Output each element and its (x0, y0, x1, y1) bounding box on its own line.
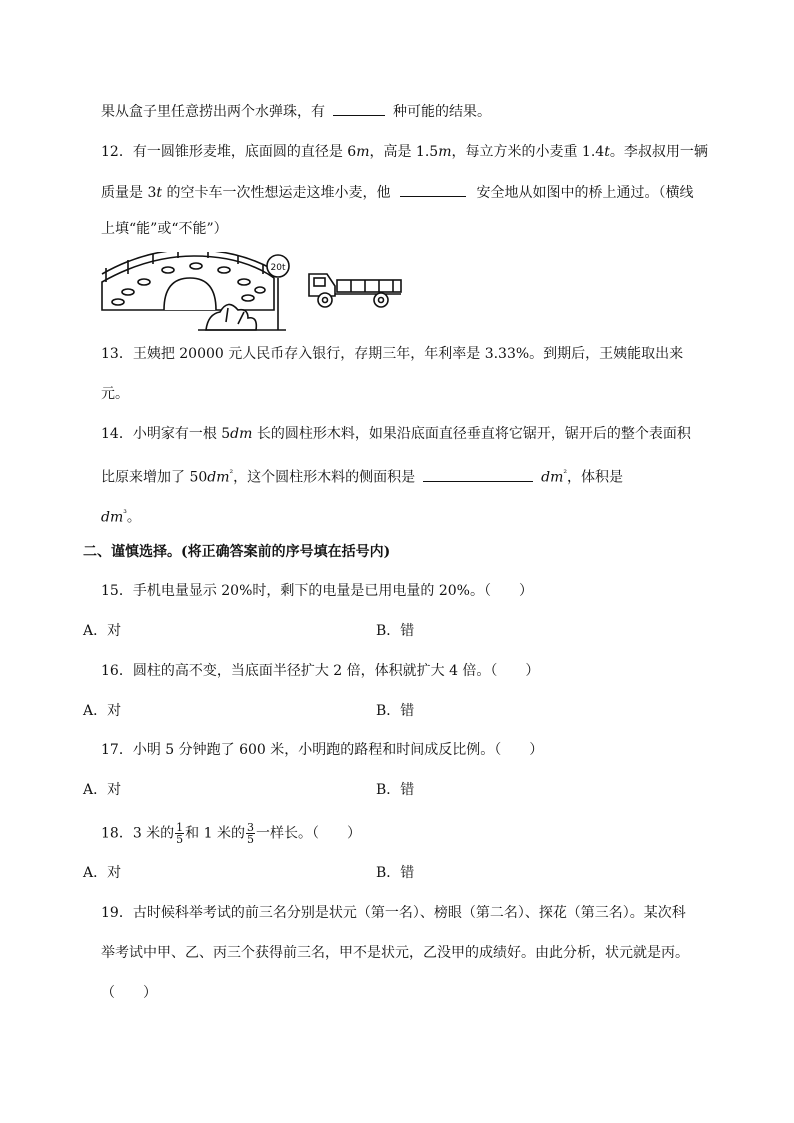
q16-option-a[interactable]: A．对 (83, 703, 122, 719)
q18-text: 18．3 米的 $\frac{1}{5}$ 和 1 米的 $\frac{3}{5}$ 一样长。（ ） (101, 821, 361, 846)
q13-line-1: 13．王姨把 20000 元人民币存入银行，存期三年，年利率是 3.33%。到期后，王姨能取出来 (101, 346, 684, 362)
q12-line-1: 12．有一圆锥形麦堆，底面圆的直径是 6m，高是 1.5m，每立方米的小麦重 1.4t。李叔叔用一辆 (101, 144, 708, 160)
fraction-three-fifths: $\frac{3}{5}$ (246, 821, 254, 846)
q12-line-2: 质量是 3t 的空卡车一次性想运走这堆小麦，他 安全地从如图中的桥上通过。（横线 (101, 182, 693, 203)
q14-line-2: 比原来增加了 $50dm^{^2}$，这个圆柱形木料的侧面积是 $dm^{^2}$，体积是 (101, 464, 623, 488)
fraction-one-fifth: $\frac{1}{5}$ (176, 821, 184, 846)
q15-option-a[interactable]: A．对 (83, 623, 122, 639)
bridge-illustration (98, 252, 298, 334)
q13-line-2: 元。 (101, 386, 129, 402)
q17-option-b[interactable]: B．错 (376, 782, 415, 798)
q14-line-1: 14．小明家有一根 5dm 长的圆柱形木料，如果沿底面直径垂直将它锯开，锯开后的整个表面积 (101, 426, 691, 442)
q12-answer-blank[interactable] (400, 182, 466, 197)
q11-text: 果从盒子里任意捞出两个水弹珠，有 (101, 104, 325, 120)
q17-option-a[interactable]: A．对 (83, 782, 122, 798)
q15-text: 15．手机电量显示 20%时，剩下的电量是已用电量的 20%。（ ） (101, 583, 533, 599)
q15-option-b[interactable]: B．错 (376, 623, 415, 639)
q14-line-3: $dm^{^3}$。 (101, 509, 141, 526)
q14-area-blank[interactable] (423, 467, 533, 482)
q11-text-end: 种可能的结果。 (393, 104, 491, 120)
q11-answer-blank[interactable] (333, 101, 385, 116)
q19-line-1: 19．古时候科举考试的前三名分别是状元（第一名）、榜眼（第二名）、探花（第三名）。某次科 (101, 905, 686, 921)
q12-line-3: 上填“能”或“不能”） (101, 221, 228, 237)
q19-line-2: 举考试中甲、乙、丙三个获得前三名，甲不是状元，乙没甲的成绩好。由此分析，状元就是丙。 (101, 945, 689, 961)
q11-line (101, 101, 491, 122)
q19-line-3: （ ） (101, 985, 157, 1001)
q17-text: 17．小明 5 分钟跑了 600 米，小明跑的路程和时间成反比例。（ ） (101, 742, 544, 758)
q16-text: 16．圆柱的高不变，当底面半径扩大 2 倍，体积就扩大 4 倍。（ ） (101, 663, 540, 679)
section-2-heading: 二、谨慎选择。(将正确答案前的序号填在括号内) (83, 544, 391, 560)
weight-limit-sign: 20t (270, 263, 286, 273)
q16-option-b[interactable]: B．错 (376, 703, 415, 719)
q18-option-b[interactable]: B．错 (376, 865, 415, 881)
q18-option-a[interactable]: A．对 (83, 865, 122, 881)
truck-illustration (305, 262, 405, 312)
